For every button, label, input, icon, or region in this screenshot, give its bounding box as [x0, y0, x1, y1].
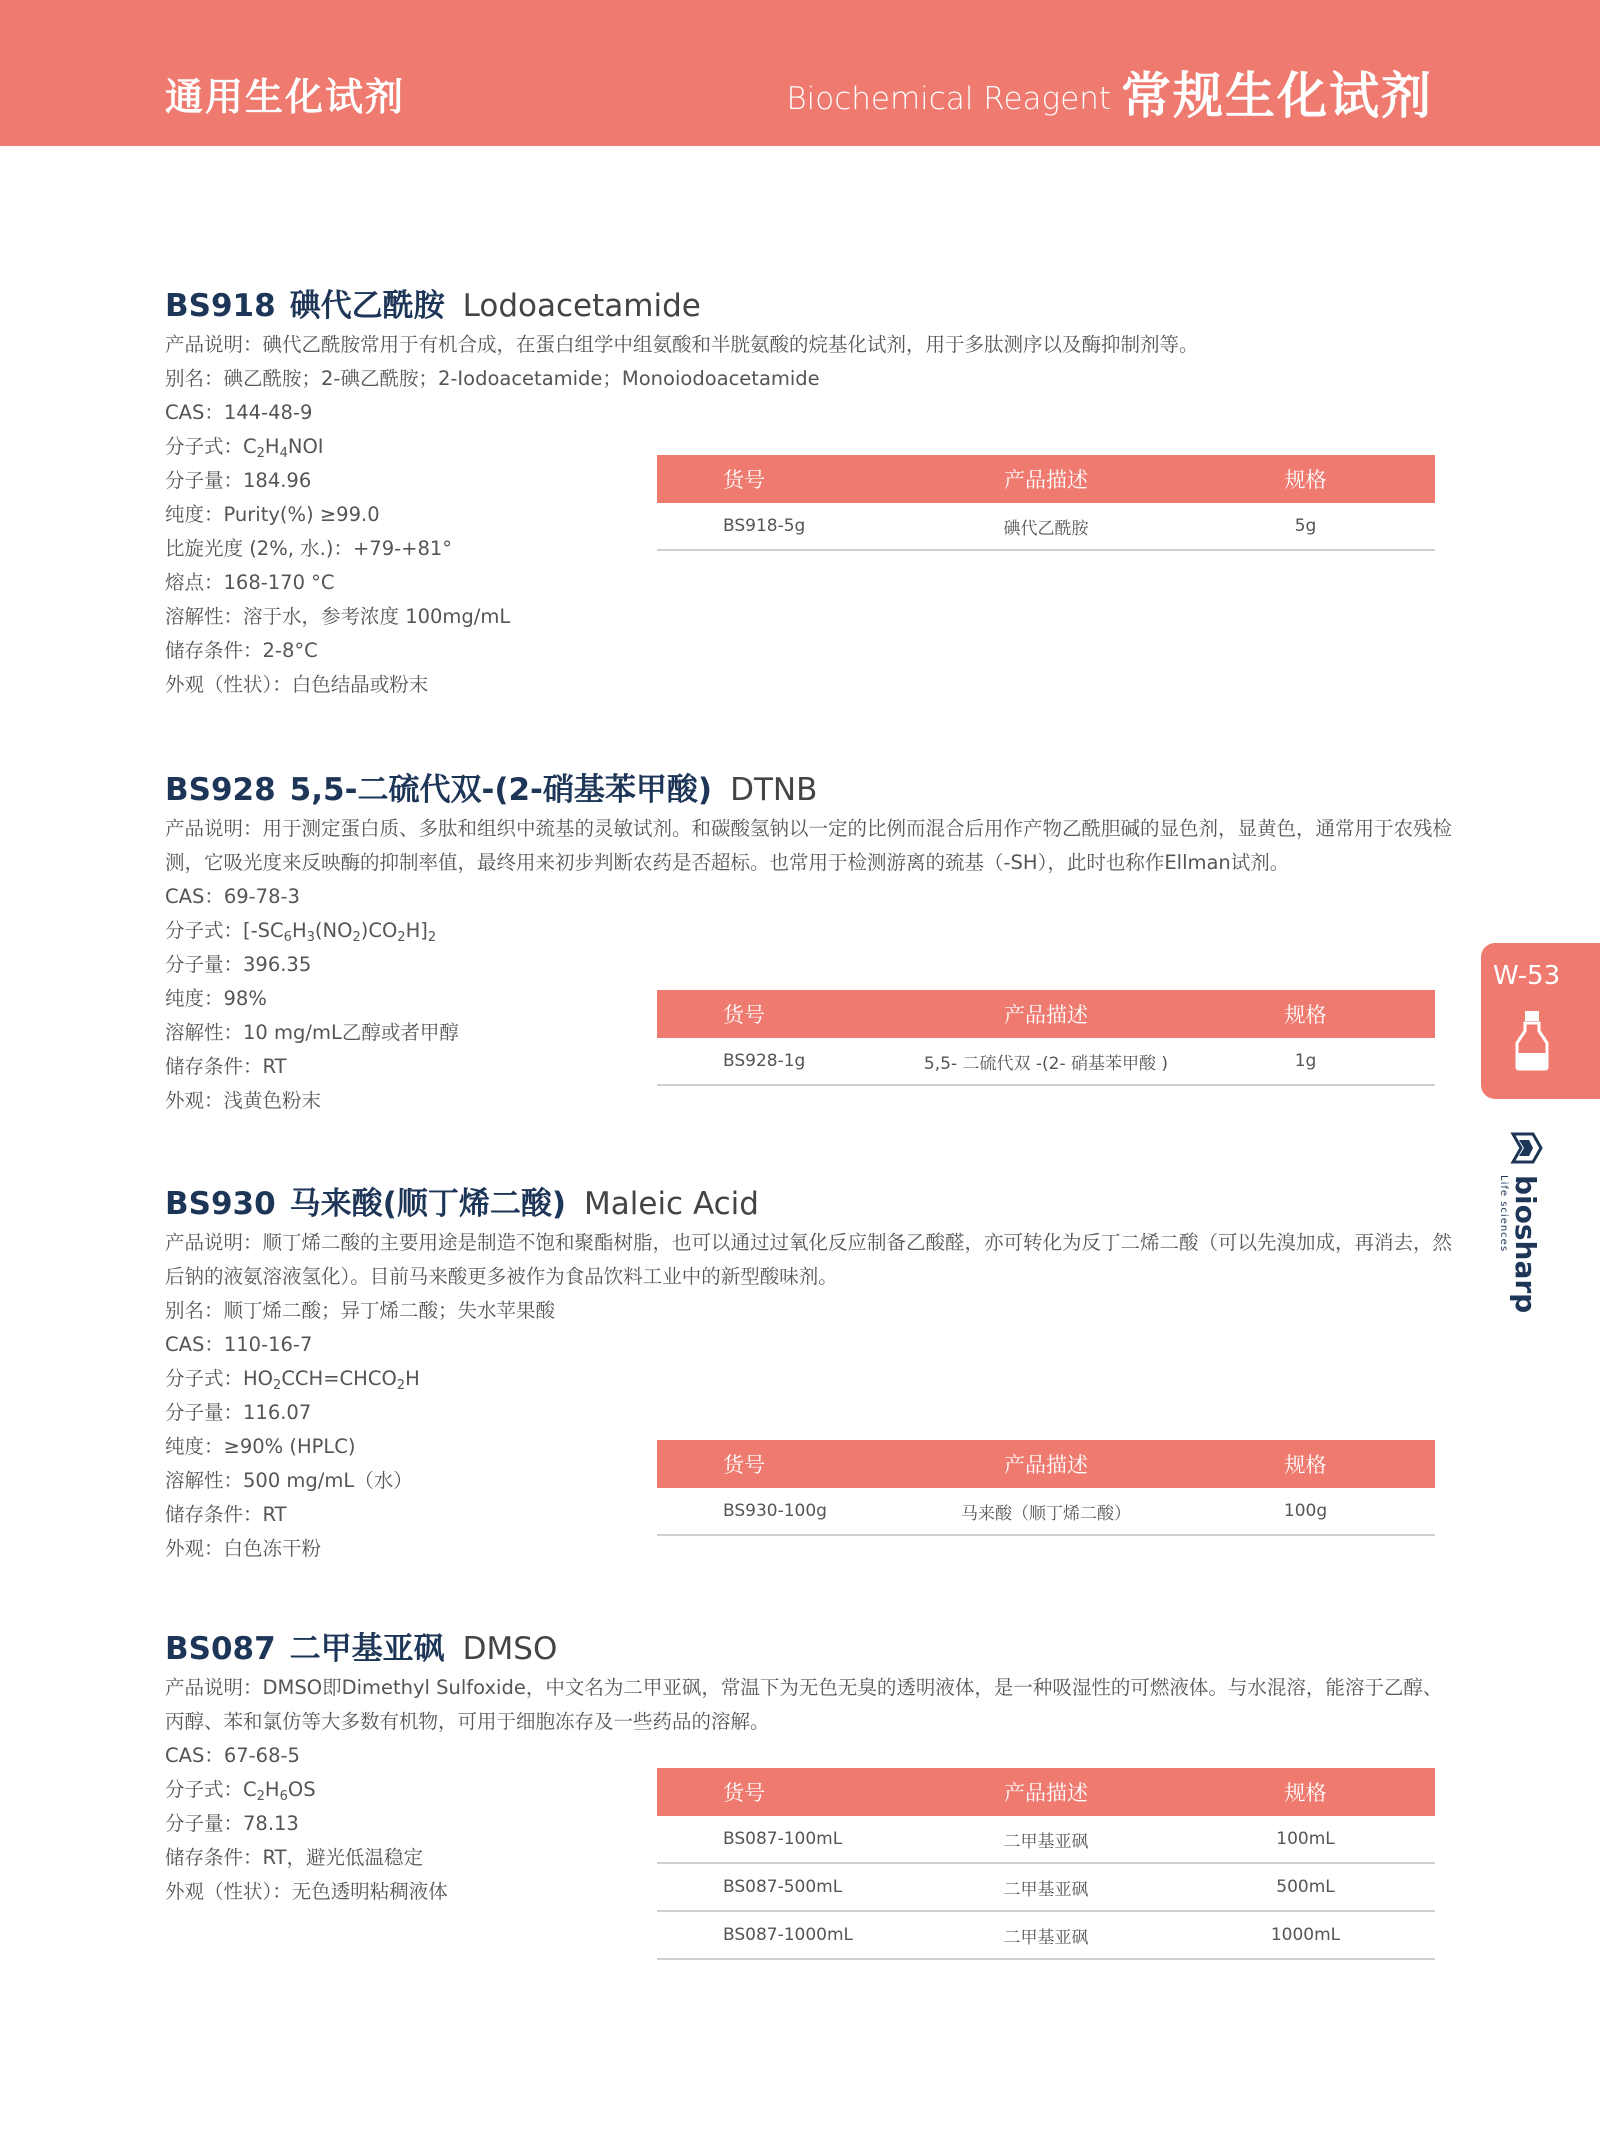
- cell-desc: 二甲基亚砜: [916, 1816, 1176, 1863]
- prop-appearance: 外观：白色冻干粉: [165, 1537, 322, 1560]
- prop-formula-label: 分子式：: [165, 435, 244, 458]
- prop-formula-label: 分子式：: [165, 1778, 244, 1801]
- product-description: 产品说明：顺丁烯二酸的主要用途是制造不饱和聚酯树脂，也可以通过过氧化反应制备乙酸醛，亦可转化为反丁二烯二酸（可以先溴加成，再消去，然后钠的液氨溶液氢化）。目前马来酸更多被作为食品饮料工业中的新型酸味剂。: [165, 1231, 1453, 1288]
- prop-mw: 分子量：116.07: [165, 1401, 312, 1424]
- col-desc-header: 产品描述: [916, 1768, 1176, 1816]
- product-title: [165, 280, 1455, 328]
- table-header-row: [657, 1768, 1435, 1816]
- col-spec-header: 规格: [1176, 1440, 1435, 1488]
- prop-rotation: 比旋光度 (2%, 水.)：+79-+81°: [165, 537, 453, 560]
- prop-solubility: 溶解性：500 mg/mL（水）: [165, 1469, 413, 1492]
- cell-desc: 5,5- 二硫代双 -(2- 硝基苯甲酸 ): [916, 1038, 1176, 1085]
- product-table-bs918: [657, 455, 1435, 551]
- table-header-row: [657, 990, 1435, 1038]
- product-name-en: DMSO: [462, 1631, 558, 1667]
- prop-cas: CAS：144-48-9: [165, 401, 313, 424]
- cell-sku: BS087-100mL: [657, 1816, 916, 1863]
- page-number: W-53: [1493, 961, 1561, 991]
- product-description: 产品说明：DMSO即Dimethyl Sulfoxide，中文名为二甲亚砜，常温下为无色无臭的透明液体，是一种吸湿性的可燃液体。与水混溶，能溶于乙醇、丙醇、苯和氯仿等大多数有机物，可用于细胞冻存及一些药品的溶解。: [165, 1676, 1443, 1733]
- prop-solubility: 溶解性：10 mg/mL乙醇或者甲醇: [165, 1021, 459, 1044]
- prop-alias: 别名：顺丁烯二酸；异丁烯二酸；失水苹果酸: [165, 1299, 556, 1322]
- product-properties: [165, 1739, 645, 1909]
- col-desc-header: 产品描述: [916, 1440, 1176, 1488]
- prop-formula-label: 分子式：: [165, 1367, 244, 1390]
- cell-sku: BS930-100g: [657, 1488, 916, 1535]
- col-sku-header: 货号: [657, 1768, 916, 1816]
- page-header: [0, 0, 1600, 146]
- cell-sku: BS918-5g: [657, 503, 916, 550]
- col-desc-header: 产品描述: [916, 455, 1176, 503]
- prop-cas: CAS：69-78-3: [165, 885, 300, 908]
- product-title: [165, 1623, 1455, 1671]
- table-header-row: [657, 455, 1435, 503]
- prop-storage: 储存条件：RT: [165, 1503, 287, 1526]
- product-description: 产品说明：用于测定蛋白质、多肽和组织中巯基的灵敏试剂。和碳酸氢钠以一定的比例而混合后用作产物乙酰胆碱的显色剂，显黄色，通常用于农残检测，它吸光度来反映酶的抑制率值，最终用来初步判断农药是否超标。也常用于检测游离的巯基（-SH），此时也称作Ellman试剂。: [165, 817, 1453, 874]
- prop-storage: 储存条件：RT，避光低温稳定: [165, 1846, 424, 1869]
- cell-spec: 5g: [1176, 503, 1435, 550]
- prop-formula: 分子式：$HO_2CCH=CHCO_2H$: [165, 1367, 420, 1393]
- col-desc-header: 产品描述: [916, 990, 1176, 1038]
- cell-desc: 马来酸（顺丁烯二酸）: [916, 1488, 1176, 1535]
- product-table-bs928: [657, 990, 1435, 1086]
- table-row: [657, 1816, 1435, 1863]
- brand-tagline: Life sciences: [1498, 1175, 1509, 1253]
- cell-spec: 1000mL: [1176, 1911, 1435, 1959]
- prop-appearance: 外观（性状）：白色结晶或粉末: [165, 673, 429, 696]
- cell-desc: 二甲基亚砜: [916, 1911, 1176, 1959]
- prop-mw: 分子量：396.35: [165, 953, 312, 976]
- col-sku-header: 货号: [657, 455, 916, 503]
- product-name-cn: 二甲基亚砜: [289, 1631, 445, 1667]
- prop-storage: 储存条件：RT: [165, 1055, 287, 1078]
- product-name-cn: 马来酸(顺丁烯二酸): [289, 1186, 567, 1222]
- col-sku-header: 货号: [657, 1440, 916, 1488]
- prop-formula: 分子式：$C_2H_4NOI$: [165, 435, 324, 461]
- cell-desc: 碘代乙酰胺: [916, 503, 1176, 550]
- section-title-cn: 常规生化试剂: [1121, 67, 1433, 125]
- product-code: BS918: [165, 288, 276, 324]
- table-row: [657, 1911, 1435, 1959]
- brand-name: biosharp: [1509, 1175, 1542, 1314]
- cell-spec: 1g: [1176, 1038, 1435, 1085]
- cell-spec: 100mL: [1176, 1816, 1435, 1863]
- section-title: [786, 56, 1433, 128]
- product-properties: [165, 880, 645, 1118]
- prop-formula: 分子式：$C_2H_6OS$: [165, 1778, 316, 1804]
- product-name-en: Lodoacetamide: [462, 288, 701, 324]
- category-title: 通用生化试剂: [165, 75, 406, 119]
- prop-mw: 分子量：78.13: [165, 1812, 299, 1835]
- col-spec-header: 规格: [1176, 990, 1435, 1038]
- cell-spec: 100g: [1176, 1488, 1435, 1535]
- product-description: 产品说明：碘代乙酰胺常用于有机合成，在蛋白组学中组氨酸和半胱氨酸的烷基化试剂，用于多肽测序以及酶抑制剂等。: [165, 333, 1199, 356]
- table-header-row: [657, 1440, 1435, 1488]
- prop-solubility: 溶解性：溶于水，参考浓度 100mg/mL: [165, 605, 511, 628]
- prop-formula: 分子式：$[-SC_6H_3(NO_2)CO_2H]_2$: [165, 919, 437, 945]
- prop-purity: 纯度：98%: [165, 987, 267, 1010]
- prop-storage: 储存条件：2-8°C: [165, 639, 318, 662]
- product-name-cn: 5,5-二硫代双-(2-硝基苯甲酸): [289, 772, 713, 808]
- product-name-en: DTNB: [730, 772, 818, 808]
- prop-purity: 纯度：Purity(%) ≥99.0: [165, 503, 380, 526]
- product-name-en: Maleic Acid: [584, 1186, 759, 1222]
- product-name-cn: 碘代乙酰胺: [289, 288, 445, 324]
- prop-appearance: 外观：浅黄色粉末: [165, 1089, 322, 1112]
- prop-cas: CAS：110-16-7: [165, 1333, 313, 1356]
- product-title: [165, 1178, 1455, 1226]
- prop-mp: 熔点：168-170 °C: [165, 571, 335, 594]
- product-code: BS930: [165, 1186, 276, 1222]
- prop-mw: 分子量：184.96: [165, 469, 312, 492]
- table-row: [657, 1863, 1435, 1911]
- cell-spec: 500mL: [1176, 1863, 1435, 1911]
- product-code: BS087: [165, 1631, 276, 1667]
- section-title-en: Biochemical Reagent: [786, 81, 1111, 117]
- table-row: [657, 1488, 1435, 1535]
- page-tab: [1481, 943, 1600, 1099]
- cell-sku: BS087-500mL: [657, 1863, 916, 1911]
- col-sku-header: 货号: [657, 990, 916, 1038]
- product-table-bs930: [657, 1440, 1435, 1536]
- table-row: [657, 503, 1435, 550]
- prop-cas: CAS：67-68-5: [165, 1744, 300, 1767]
- cell-desc: 二甲基亚砜: [916, 1863, 1176, 1911]
- table-row: [657, 1038, 1435, 1085]
- col-spec-header: 规格: [1176, 455, 1435, 503]
- product-code: BS928: [165, 772, 276, 808]
- col-spec-header: 规格: [1176, 1768, 1435, 1816]
- brand-logo: [1498, 1175, 1542, 1313]
- prop-appearance: 外观（性状）：无色透明粘稠液体: [165, 1880, 448, 1903]
- cell-sku: BS087-1000mL: [657, 1911, 916, 1959]
- product-properties: [165, 1294, 645, 1566]
- prop-purity: 纯度：≥90% (HPLC): [165, 1435, 356, 1458]
- product-title: [165, 764, 1455, 812]
- prop-alias: 别名：碘乙酰胺；2-碘乙酰胺；2-Iodoacetamide；Monoiodoacetamide: [165, 367, 820, 390]
- cell-sku: BS928-1g: [657, 1038, 916, 1085]
- bottle-icon: [1514, 1009, 1550, 1071]
- prop-formula-label: 分子式：: [165, 919, 244, 942]
- product-table-bs087: [657, 1768, 1435, 1960]
